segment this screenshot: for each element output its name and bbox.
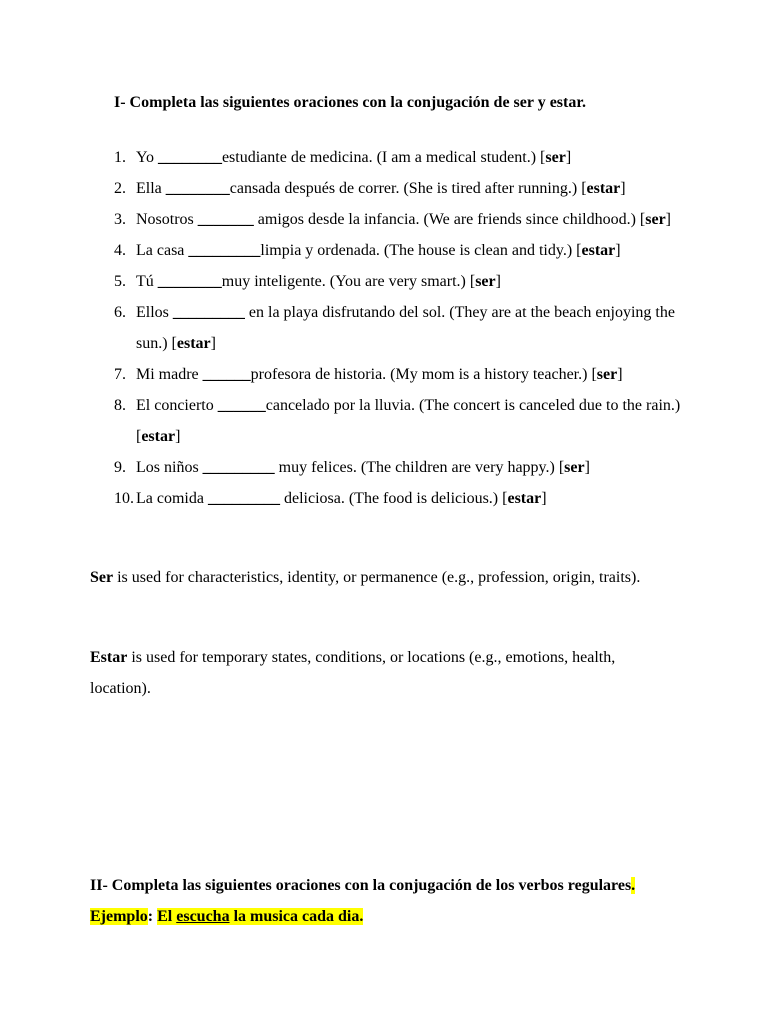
bracket-close: ]: [541, 490, 547, 507]
sentence-rest: profesora de historia. (My mom is a history teacher.) [: [250, 366, 597, 383]
verb-hint: estar: [581, 242, 616, 259]
example-subject: El: [157, 908, 173, 925]
bracket-close: ]: [565, 149, 572, 166]
item-sentence: [136, 390, 681, 452]
sentence-rest: muy felices. (The children are very happy.) [: [274, 459, 565, 476]
bracket-close: ]: [175, 428, 181, 445]
verb-hint: estar: [586, 180, 621, 197]
list-item: [0, 173, 768, 204]
sentence-rest: deliciosa. (The food is delicious.) [: [279, 490, 508, 507]
answer-blank: ________: [165, 180, 230, 197]
item-sentence: [136, 204, 681, 235]
item-number: 6.: [114, 304, 126, 321]
sentence-start: Nosotros: [136, 211, 198, 228]
item-number: 3.: [114, 211, 126, 228]
estar-note: [90, 642, 680, 704]
answer-blank: _______: [197, 211, 254, 228]
estar-description: is used for temporary states, conditions, or locations (e.g., emotions, health, location).: [90, 649, 616, 697]
example-label: . Ejemplo: [90, 877, 636, 925]
item-number: 9.: [114, 459, 126, 476]
sentence-rest: cansada después de correr. (She is tired after running.) [: [229, 180, 587, 197]
answer-blank: _________: [172, 304, 245, 321]
estar-term: Estar: [90, 649, 128, 666]
example-colon: :: [147, 908, 154, 925]
item-number: 4.: [114, 242, 126, 259]
section-2-title: [90, 870, 680, 932]
bracket-close: ]: [210, 335, 216, 352]
item-sentence: [136, 173, 681, 204]
list-item: [0, 204, 768, 235]
item-sentence: [136, 452, 681, 483]
bracket-close: ]: [615, 242, 621, 259]
item-number: 1.: [114, 149, 126, 166]
exercise-list: [0, 142, 768, 514]
list-item: [0, 266, 768, 297]
sentence-rest: cancelado por la lluvia. (The concert is canceled due to the rain.) [: [136, 397, 681, 445]
item-number: 5.: [114, 273, 126, 290]
sentence-start: La comida: [136, 490, 208, 507]
verb-hint: ser: [475, 273, 496, 290]
answer-blank: ________: [157, 273, 222, 290]
ser-description: is used for characteristics, identity, or permanence (e.g., profession, origin, traits).: [113, 569, 641, 586]
verb-hint: ser: [545, 149, 566, 166]
sentence-start: Ellos: [136, 304, 173, 321]
item-number: 8.: [114, 397, 126, 414]
sentence-start: Tú: [136, 273, 158, 290]
answer-blank: _________: [202, 459, 275, 476]
section-2-title-text: II- Completa las siguientes oraciones con la conjugación de los verbos regulares: [90, 877, 632, 894]
answer-blank: ______: [217, 397, 266, 414]
list-item: [0, 142, 768, 173]
section-1-title: I- Completa las siguientes oraciones con la conjugación de ser y estar.: [114, 94, 586, 111]
verb-hint: ser: [596, 366, 618, 383]
sentence-rest: muy inteligente. (You are very smart.) [: [221, 273, 476, 290]
sentence-rest: amigos desde la infancia. (We are friends since childhood.) [: [253, 211, 646, 228]
item-number: 7.: [114, 366, 126, 383]
verb-hint: estar: [507, 490, 542, 507]
example-verb: escucha: [176, 908, 230, 925]
sentence-start: Mi madre: [136, 366, 203, 383]
bracket-close: ]: [620, 180, 626, 197]
sentence-start: Los niños: [136, 459, 203, 476]
sentence-rest: estudiante de medicina. (I am a medical student.) [: [221, 149, 546, 166]
item-sentence: [136, 142, 681, 173]
item-sentence: [136, 297, 681, 359]
list-item: [0, 297, 768, 359]
item-sentence: [136, 359, 681, 390]
bracket-close: ]: [495, 273, 501, 290]
sentence-start: Yo: [136, 149, 158, 166]
answer-blank: _________: [207, 490, 280, 507]
sentence-rest: limpia y ordenada. (The house is clean and tidy.) [: [260, 242, 582, 259]
sentence-start: El concierto: [136, 397, 218, 414]
bracket-close: ]: [665, 211, 671, 228]
list-item: [0, 359, 768, 390]
item-number: 2.: [114, 180, 126, 197]
list-item: [0, 390, 768, 452]
item-sentence: [136, 266, 681, 297]
verb-hint: estar: [141, 428, 176, 445]
item-number: 10.: [114, 490, 134, 507]
list-item: [0, 235, 768, 266]
sentence-rest: en la playa disfrutando del sol. (They are at the beach enjoying the sun.) [: [136, 304, 675, 352]
verb-hint: ser: [645, 211, 666, 228]
list-item: [0, 483, 768, 514]
verb-hint: estar: [176, 335, 211, 352]
answer-blank: ______: [202, 366, 251, 383]
item-sentence: [136, 483, 681, 514]
sentence-start: La casa: [136, 242, 189, 259]
list-item: [0, 452, 768, 483]
example-rest: la musica cada dia.: [229, 908, 364, 925]
ser-term: Ser: [90, 569, 114, 586]
item-sentence: [136, 235, 681, 266]
verb-hint: ser: [564, 459, 585, 476]
bracket-close: ]: [617, 366, 623, 383]
answer-blank: ________: [157, 149, 222, 166]
bracket-close: ]: [584, 459, 590, 476]
ser-note: [90, 562, 680, 593]
sentence-start: Ella: [136, 180, 166, 197]
answer-blank: _________: [188, 242, 261, 259]
